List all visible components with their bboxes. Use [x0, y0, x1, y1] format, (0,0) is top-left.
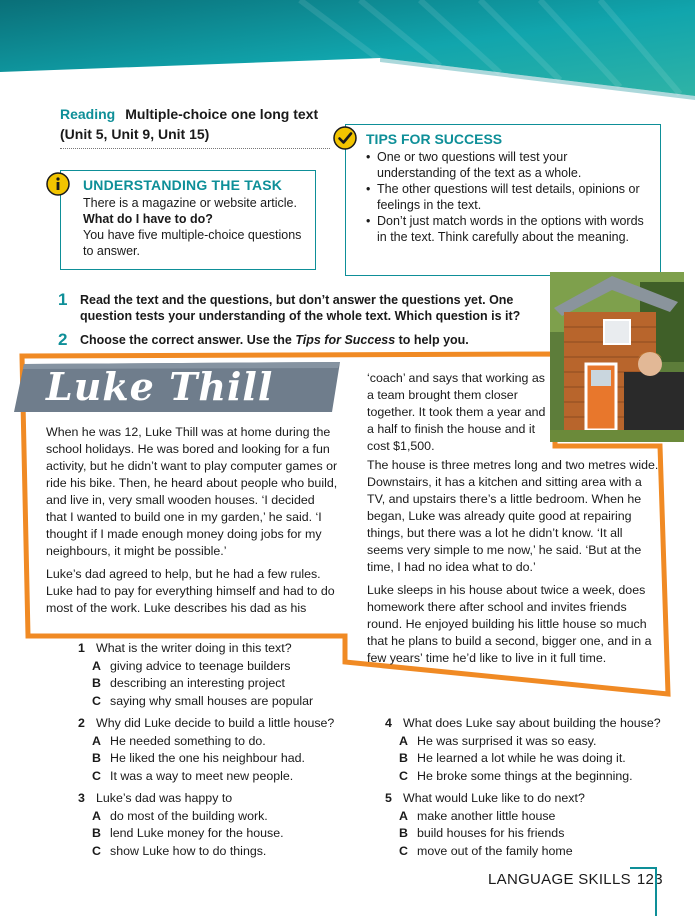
option-text: move out of the family home — [417, 843, 573, 858]
option-text: describing an interesting project — [110, 676, 285, 690]
tip-item: • One or two questions will test your understanding of the text as a whole. — [366, 149, 650, 181]
question-text: What would Luke like to do next? — [403, 791, 585, 805]
question-number: 1 — [78, 641, 85, 655]
answer-option[interactable] — [78, 733, 368, 751]
tips-box-title: TIPS FOR SUCCESS — [366, 131, 503, 147]
option-text: He liked the one his neighbour had. — [110, 751, 305, 765]
footer-label: LANGUAGE SKILLS — [488, 871, 631, 888]
option-text: He was surprised it was so easy. — [417, 733, 597, 748]
answer-option[interactable] — [385, 768, 685, 786]
question-number: 5 — [385, 791, 392, 805]
answer-option[interactable] — [385, 733, 685, 751]
answer-option[interactable] — [78, 825, 368, 843]
instruction-number: 1 — [58, 290, 68, 309]
answer-option[interactable] — [385, 750, 685, 768]
option-letter: B — [92, 826, 101, 840]
option-letter: C — [92, 693, 101, 708]
question-number: 4 — [385, 716, 392, 730]
question-number: 3 — [78, 791, 85, 805]
section-label: Reading — [60, 106, 116, 122]
answer-option[interactable] — [78, 808, 368, 826]
option-letter: C — [399, 843, 408, 858]
instruction-number: 2 — [58, 330, 68, 349]
article-paragraph: ‘coach’ and says that working as a team brought them closer together. It took them a year and a half to finish the house and it cost $1,500. — [367, 371, 546, 453]
answer-option[interactable] — [385, 825, 685, 843]
answer-option[interactable] — [385, 843, 685, 861]
question-1 — [78, 640, 368, 710]
option-text: He learned a lot while he was doing it. — [417, 751, 626, 765]
task-box-title: UNDERSTANDING THE TASK — [83, 177, 283, 193]
tip-item: • Don’t just match words in the options with words in the text. Think carefully about the meaning. — [366, 213, 650, 245]
question-2 — [78, 715, 368, 785]
instruction-text: Choose the correct answer. Use the — [80, 333, 296, 347]
option-letter: A — [92, 733, 101, 748]
option-letter: A — [92, 808, 101, 823]
question-text: Why did Luke decide to build a little house? — [96, 716, 335, 730]
option-text: build houses for his friends — [417, 826, 565, 840]
question-4 — [385, 715, 685, 785]
option-letter: B — [92, 751, 101, 765]
answer-option[interactable] — [385, 808, 685, 826]
footer-rule — [630, 866, 660, 916]
article-title: Luke Thill — [46, 364, 274, 409]
question-text: What does Luke say about building the house? — [403, 716, 661, 730]
question-text: Luke’s dad was happy to — [96, 791, 233, 805]
instruction-text-end: to help you. — [395, 333, 469, 347]
answer-option[interactable] — [78, 675, 368, 693]
question-3 — [78, 790, 368, 860]
article-right-top — [367, 370, 547, 461]
option-letter: B — [399, 826, 408, 840]
task-box-question: What do I have to do? — [83, 212, 213, 226]
section-title: Multiple-choice one long text — [125, 106, 319, 122]
option-letter: A — [399, 808, 408, 823]
answer-option[interactable] — [78, 750, 368, 768]
instruction-text: Read the text and the questions, but don’t answer the questions yet. One question tests your understanding of the whole text. Which question is it? — [80, 293, 521, 323]
section-units: (Unit 5, Unit 9, Unit 15) — [60, 126, 210, 142]
answer-option[interactable] — [78, 843, 368, 861]
option-letter: A — [399, 733, 408, 748]
page-number: 123 — [636, 871, 663, 888]
option-text: show Luke how to do things. — [110, 843, 267, 858]
answer-option[interactable] — [78, 693, 368, 711]
option-text: He broke some things at the beginning. — [417, 768, 633, 783]
option-letter: C — [92, 843, 101, 858]
article-paragraph: Luke sleeps in his house about twice a week, does homework there after school and invites friends round. He enjoyed building his little house so much that he plans to build a second, bigger one, and in a few years’ time he’d like to live in it full time. — [367, 583, 652, 665]
answer-option[interactable] — [78, 768, 368, 786]
task-box-answer: You have five multiple-choice questions to answer. — [83, 228, 302, 258]
answer-option[interactable] — [78, 658, 368, 676]
option-text: He needed something to do. — [110, 733, 266, 748]
option-letter: B — [399, 751, 408, 765]
article-left-column — [46, 424, 338, 623]
option-letter: C — [92, 768, 101, 783]
option-text: make another little house — [417, 808, 556, 823]
option-text: lend Luke money for the house. — [110, 826, 284, 840]
question-number: 2 — [78, 716, 85, 730]
article-right-column — [367, 457, 661, 673]
option-text: It was a way to meet new people. — [110, 768, 294, 783]
option-text: do most of the building work. — [110, 808, 268, 823]
article-paragraph: The house is three metres long and two metres wide. Downstairs, it has a kitchen and sitting area with a TV, and upstairs there’s a little bedroom. When he began, Luke was already quite good at repairing things, but there was a lot he didn’t know. ‘It all seems very simple to me now,’ he said. ‘But at the time, I had no idea what to do.’ — [367, 458, 659, 574]
option-text: giving advice to teenage builders — [110, 658, 291, 673]
question-text: What is the writer doing in this text? — [96, 641, 292, 655]
option-text: saying why small houses are popular — [110, 693, 314, 708]
article-paragraph: When he was 12, Luke Thill was at home during the school holidays. He was bored and looking for a fun activity, but he didn’t want to play computer games or ride his bike. Then, he heard about people who build, and live in, very small wooden houses. ‘I decided that I wanted to build one in my garden,’ he said. ‘I thought if I made enough money doing jobs for my neighbours, it might be possible.’ — [46, 425, 338, 558]
article-paragraph: Luke’s dad agreed to help, but he had a few rules. Luke had to pay for everything himself and had to do most of the work. Luke describes his dad as his — [46, 567, 335, 615]
instruction-emphasis: Tips for Success — [295, 333, 396, 347]
option-letter: C — [399, 768, 408, 783]
task-box-line: There is a magazine or website article. — [83, 196, 297, 210]
option-letter: A — [92, 658, 101, 673]
tip-item: • The other questions will test details, opinions or feelings in the text. — [366, 181, 650, 213]
question-5 — [385, 790, 685, 860]
option-letter: B — [92, 676, 101, 690]
tiny-house-photo — [550, 272, 684, 442]
